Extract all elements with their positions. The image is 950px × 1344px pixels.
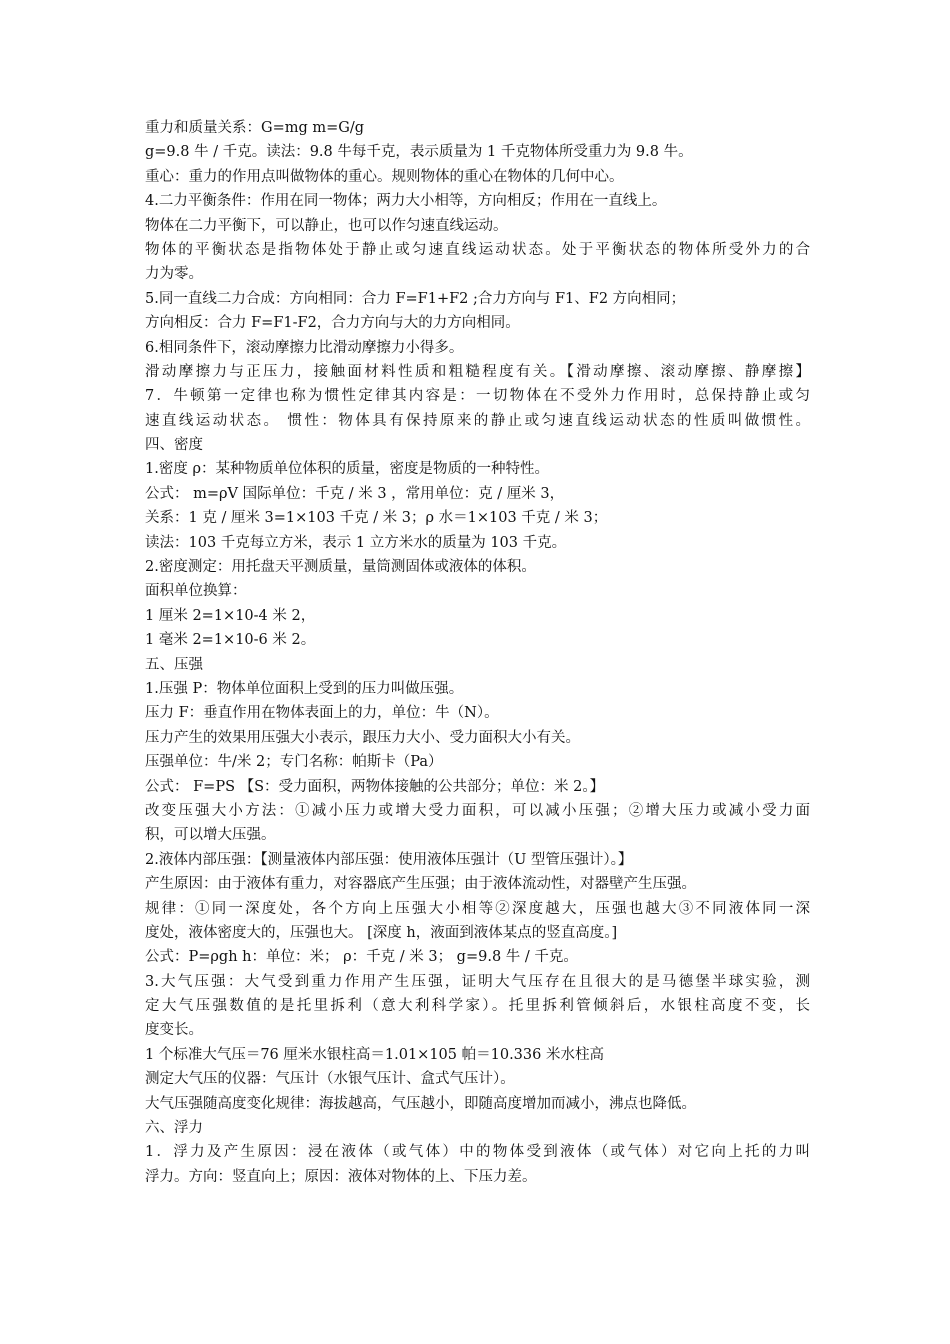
text-line: 方向相反：合力 F=F1-F2，合力方向与大的力方向相同。 [145, 315, 520, 332]
text-line: 面积单位换算： [145, 583, 247, 600]
text-line: 关系：1 克 / 厘米 3=1×103 千克 / 米 3；ρ 水＝1×103 千克 / 米 3； [145, 510, 608, 527]
text-line: 改变压强大小方法：①减小压力或增大受力面积，可以减小压强；②增大压力或减小受力面 [145, 802, 810, 819]
text-line: 读法：103 千克每立方米，表示 1 立方米水的质量为 103 千克。 [145, 534, 567, 551]
text-line: 2.密度测定：用托盘天平测质量，量筒测固体或液体的体积。 [145, 559, 536, 576]
section-heading: 四、密度 [145, 437, 203, 454]
text-line: g=9.8 牛 / 千克。读法：9.8 牛每千克，表示质量为 1 千克物体所受重力为 9.8 牛。 [145, 144, 693, 161]
text-line: 1 毫米 2=1×10-6 米 2。 [145, 632, 316, 649]
text-line: 1.压强 P：物体单位面积上受到的压力叫做压强。 [145, 680, 464, 697]
text-line: 定大气压强数值的是托里拆利（意大利科学家）。托里拆利管倾斜后，水银柱高度不变，长 [145, 998, 810, 1015]
text-line: 7．牛顿第一定律也称为惯性定律其内容是：一切物体在不受外力作用时，总保持静止或匀 [145, 388, 810, 405]
text-line: 重心：重力的作用点叫做物体的重心。规则物体的重心在物体的几何中心。 [145, 168, 624, 185]
text-line: 重力和质量关系：G=mg m=G/g [145, 120, 365, 136]
text-line: 大气压强随高度变化规律：海拔越高，气压越小，即随高度增加而减小，沸点也降低。 [145, 1095, 696, 1112]
text-line: 测定大气压的仪器：气压计（水银气压计、盒式气压计）。 [145, 1071, 515, 1088]
text-line: 1．浮力及产生原因：浸在液体（或气体）中的物体受到液体（或气体）对它向上托的力叫 [145, 1144, 810, 1161]
text-line: 压力产生的效果用压强大小表示，跟压力大小、受力面积大小有关。 [145, 729, 580, 746]
text-line: 公式：P=ρgh h：单位：米； ρ：千克 / 米 3； g=9.8 牛 / 千克。 [145, 949, 578, 966]
text-line: 1.密度 ρ：某种物质单位体积的质量，密度是物质的一种特性。 [145, 461, 549, 478]
text-line: 度处，液体密度大的，压强也大。 [深度 h，液面到液体某点的竖直高度。] [145, 924, 618, 941]
text-line: 公式： F=PS 【S：受力面积，两物体接触的公共部分；单位：米 2。】 [145, 778, 605, 795]
section-heading: 五、压强 [145, 656, 203, 673]
text-line: 浮力。方向：竖直向上；原因：液体对物体的上、下压力差。 [145, 1168, 537, 1185]
section-heading: 六、浮力 [145, 1120, 203, 1137]
text-line: 公式： m=ρV 国际单位：千克 / 米 3 ，常用单位：克 / 厘米 3， [145, 485, 565, 502]
text-line: 积，可以增大压强。 [145, 827, 276, 844]
text-line: 度变长。 [145, 1022, 203, 1039]
text-line: 1 个标准大气压＝76 厘米水银柱高＝1.01×105 帕＝10.336 米水柱高 [145, 1046, 604, 1063]
text-line: 5.同一直线二力合成：方向相同：合力 F=F1+F2 ;合力方向与 F1、F2 方向相同； [145, 290, 686, 307]
text-line: 产生原因：由于液体有重力，对容器底产生压强；由于液体流动性，对器壁产生压强。 [145, 876, 696, 893]
text-line: 1 厘米 2=1×10-4 米 2， [145, 607, 316, 624]
text-line: 物体在二力平衡下，可以静止，也可以作匀速直线运动。 [145, 217, 508, 234]
text-line: 物体的平衡状态是指物体处于静止或匀速直线运动状态。处于平衡状态的物体所受外力的合 [145, 241, 810, 258]
document-body [145, 116, 810, 1189]
text-line: 压强单位：牛/米 2；专门名称：帕斯卡（Pa） [145, 754, 443, 771]
text-line: 力为零。 [145, 266, 203, 283]
text-line: 压力 F：垂直作用在物体表面上的力，单位：牛（N）。 [145, 705, 499, 722]
text-line: 2.液体内部压强：【测量液体内部压强：使用液体压强计（U 型管压强计）。】 [145, 851, 633, 868]
text-line: 规律：①同一深度处，各个方向上压强大小相等②深度越大，压强也越大③不同液体同一深 [145, 900, 810, 917]
text-line: 4.二力平衡条件：作用在同一物体；两力大小相等，方向相反；作用在一直线上。 [145, 193, 667, 210]
text-line: 3.大气压强：大气受到重力作用产生压强，证明大气压存在且很大的是马德堡半球实验，测 [145, 973, 810, 990]
text-line: 6.相同条件下，滚动摩擦力比滑动摩擦力小得多。 [145, 339, 464, 356]
text-line: 速直线运动状态。 惯性：物体具有保持原来的静止或匀速直线运动状态的性质叫做惯性。 [145, 412, 810, 429]
text-line: 滑动摩擦力与正压力，接触面材料性质和粗糙程度有关。【滑动摩擦、滚动摩擦、静摩擦】 [145, 363, 810, 380]
